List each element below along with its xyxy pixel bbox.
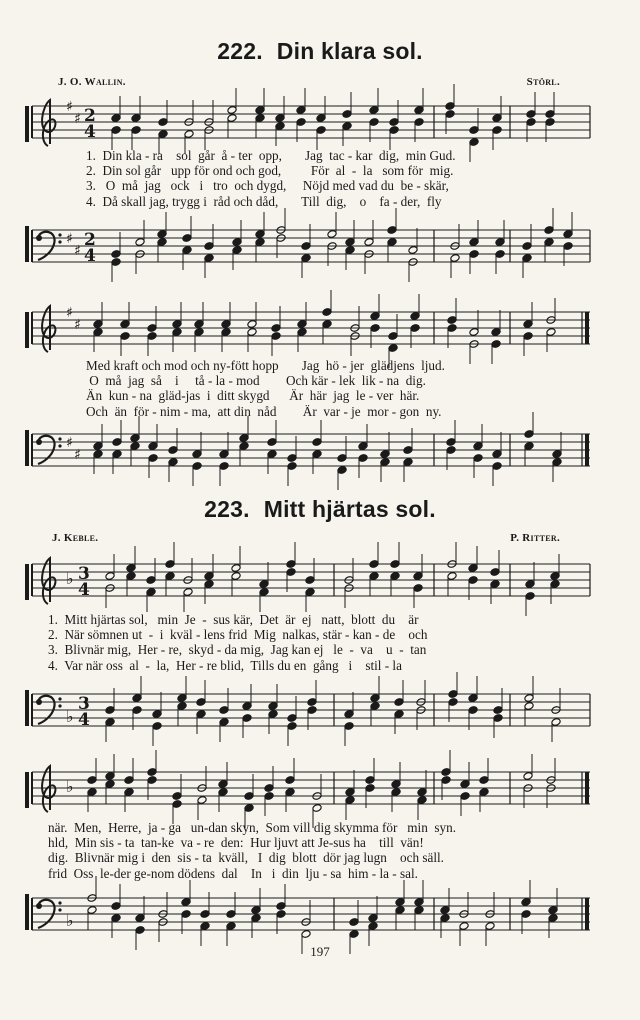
music-notes — [111, 208, 573, 282]
sharp-icon — [74, 111, 81, 127]
hymn-223-sys1-lyrics — [48, 612, 427, 673]
music-notes — [87, 750, 556, 828]
svg-text:♭: ♭ — [66, 707, 74, 726]
lyric-line: när. Men, Herre, ja - ga un-dan skyn, Som vill dig skymma för min syn. — [48, 820, 457, 835]
lyric-line: Och än för - nim - ma, att din nåd Är var - je mor - gon ny. — [86, 403, 442, 419]
svg-text:♭: ♭ — [66, 569, 74, 588]
staff-engraving — [25, 312, 590, 348]
svg-text:4: 4 — [78, 710, 90, 730]
hymn-222-sys1-lyrics — [86, 148, 456, 209]
lyric-line: 3. O må jag ock i tro och dygd, Nöjd med vad du be - skär, — [86, 178, 449, 194]
hymn-222-title — [0, 38, 640, 65]
svg-text:♯: ♯ — [74, 447, 81, 463]
lyric-line: O må jag så i tå - la - mod Och kär - lek lik - na dig. — [86, 373, 426, 389]
svg-text:4: 4 — [84, 122, 96, 142]
svg-text:♯: ♯ — [66, 305, 73, 321]
lyric-line: 2. När sömnen ut - i kväl - lens frid Mig nalkas, stär - kan - de och — [48, 627, 428, 643]
svg-text:♯: ♯ — [66, 231, 73, 247]
hymn-222-name: Din klara sol. — [276, 38, 423, 64]
lyric-line: frid Oss le-der ge-nom dödens dal In i din lju - sa him - la - sal. — [48, 865, 418, 881]
hymn-223-author: J. Keble. — [52, 532, 99, 544]
music-notes — [93, 412, 562, 490]
time-signature — [78, 694, 90, 730]
staff-engraving — [25, 430, 590, 466]
svg-text:♯: ♯ — [74, 317, 81, 333]
hymn-222-sys1-bass-staff — [24, 222, 590, 268]
svg-text:3: 3 — [78, 694, 90, 714]
hymn-223-composer: P. Ritter. — [510, 532, 560, 544]
hymn-222-sys2-treble-staff — [24, 304, 590, 350]
sharp-icon — [66, 435, 73, 451]
svg-text:4: 4 — [78, 580, 90, 600]
time-signature — [84, 230, 96, 266]
svg-text:♯: ♯ — [74, 243, 81, 259]
lyric-line: 4. Då skall jag, trygg i råd och dåd, Till dig, o fa - der, fly — [86, 193, 442, 209]
lyric-line: 2. Din sol går upp för ond och god, För al - la som för mig. — [86, 163, 454, 179]
lyric-line: Med kraft och mod och ny-fött hopp Jag hö - jer glädjens ljud. — [86, 358, 445, 373]
flat-icon — [66, 707, 74, 726]
time-signature — [84, 106, 96, 142]
svg-text:3: 3 — [78, 564, 90, 584]
hymn-223-number: 223. — [204, 496, 250, 522]
flat-icon — [66, 569, 74, 588]
music-notes — [105, 672, 561, 746]
sharp-icon — [66, 231, 73, 247]
svg-text:♯: ♯ — [66, 435, 73, 451]
page-number: 197 — [310, 944, 330, 959]
flat-icon — [66, 777, 74, 796]
treble-clef-icon — [42, 100, 55, 146]
treble-clef-icon — [42, 558, 55, 604]
svg-text:♯: ♯ — [66, 99, 73, 115]
hymn-223-sys2-lyrics — [48, 820, 456, 881]
lyric-line: dig. Blivnär mig i den sis - ta kväll, I dig blott dör jag lugn och säll. — [48, 850, 444, 866]
hymn-222-sys2-bass-staff — [24, 426, 590, 472]
sharp-icon — [74, 317, 81, 333]
sharp-icon — [74, 447, 81, 463]
hymn-222-sys1-treble-staff — [24, 98, 590, 144]
music-notes — [93, 290, 556, 368]
hymn-223-sys2-treble-staff — [24, 764, 590, 810]
lyric-line: 4. Var när oss al - la, Her - re blid, Tills du en gång i stil - la — [48, 657, 402, 673]
music-notes — [105, 542, 560, 616]
hymn-222-sys2-lyrics — [86, 358, 445, 419]
hymn-223-sys1-bass-staff — [24, 686, 590, 732]
lyric-line: 3. Blivnär mig, Her - re, skyd - da mig, Jag kan ej le - va u - tan — [48, 642, 427, 658]
lyric-line: 1. Mitt hjärtas sol, min Je - sus kär, Det är ej natt, blott du är — [48, 612, 419, 627]
lyric-line: hld, Min sis - ta tan-ke va - re den: Hur ljuvt att Je-sus ha till vän! — [48, 835, 424, 851]
staff-engraving — [25, 106, 590, 142]
hymn-222-number: 222. — [217, 38, 263, 64]
music-notes — [87, 876, 558, 954]
svg-text:2: 2 — [84, 106, 96, 126]
hymn-223-title — [0, 496, 640, 523]
treble-clef-icon — [42, 306, 55, 352]
hymn-223-name: Mitt hjärtas sol. — [263, 496, 436, 522]
svg-text:2: 2 — [84, 230, 96, 250]
lyric-line: Än kun - na gläd-jas i ditt skygd Är här jag le - ver här. — [86, 388, 420, 404]
svg-text:♭: ♭ — [66, 777, 74, 796]
hymn-222-composer: Störl. — [526, 76, 560, 88]
sharp-icon — [66, 305, 73, 321]
svg-text:4: 4 — [84, 246, 96, 266]
sharp-icon — [66, 99, 73, 115]
flat-icon — [66, 911, 74, 930]
hymn-223-sys1-treble-staff — [24, 556, 590, 602]
time-signature — [78, 564, 90, 600]
hymn-223-sys2-bass-staff — [24, 890, 590, 936]
lyric-line: 1. Din kla - ra sol går å - ter opp, Jag tac - kar dig, min Gud. — [86, 148, 456, 163]
treble-clef-icon — [42, 766, 55, 812]
hymn-222-author: J. O. Wallin. — [58, 76, 126, 88]
sharp-icon — [74, 243, 81, 259]
svg-text:♭: ♭ — [66, 911, 74, 930]
svg-text:♯: ♯ — [74, 111, 81, 127]
